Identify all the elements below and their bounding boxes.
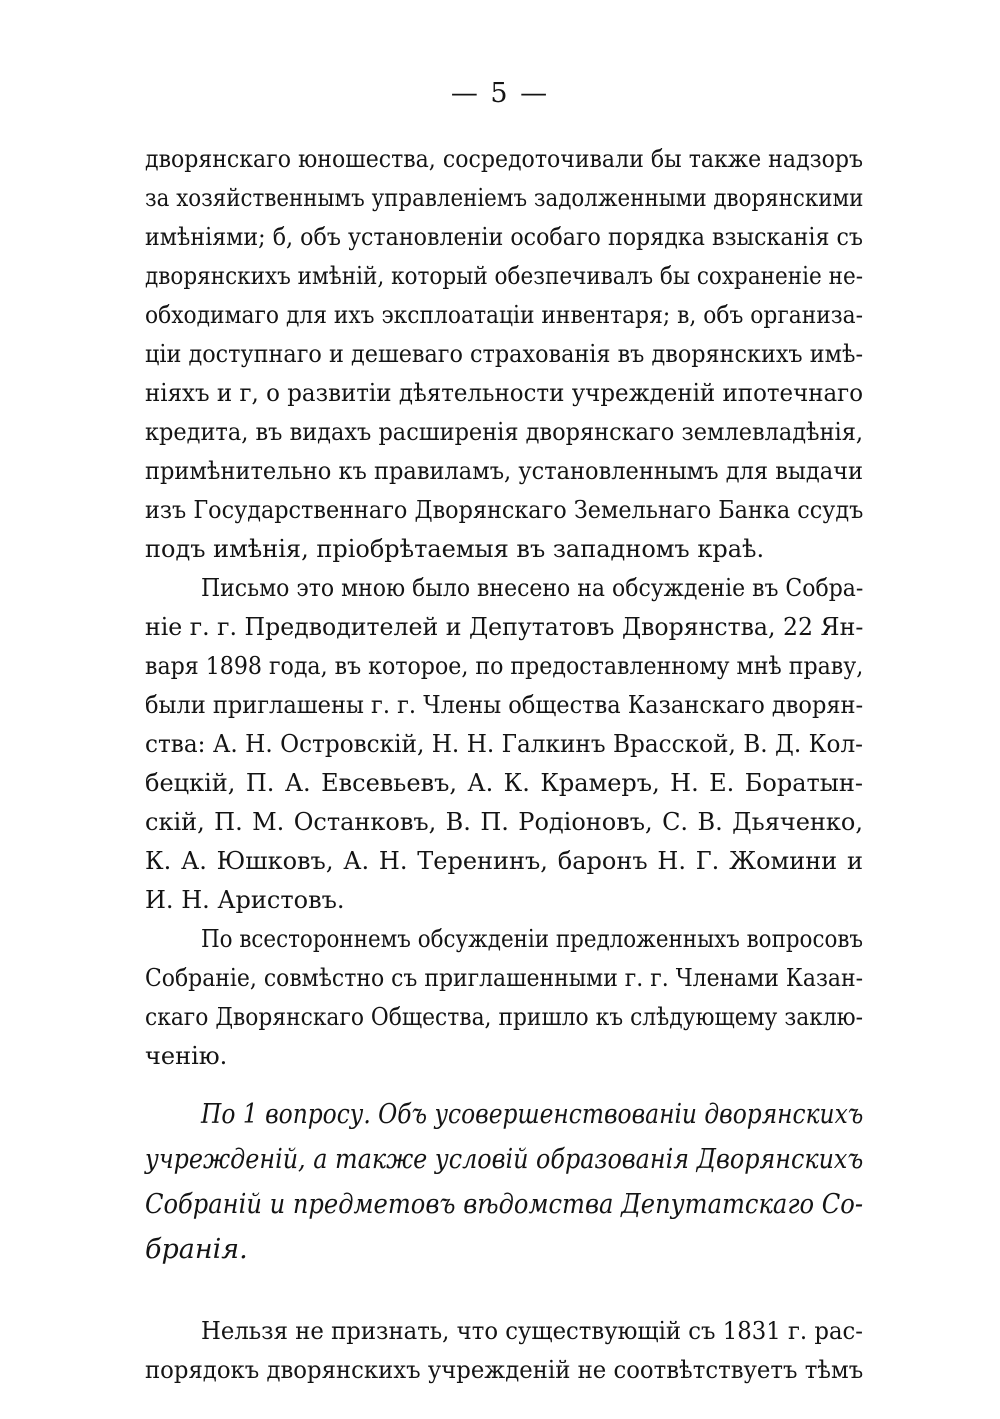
text-line: дворянскихъ имѣній, который обезпечивалъ бы сохраненіе не- bbox=[145, 262, 863, 290]
page-number: — 5 — bbox=[450, 78, 550, 109]
text-line: Нельзя не признать, что существующій съ 1831 г. рас- bbox=[201, 1317, 863, 1345]
text-line: имѣніями; б, объ установленіи особаго порядка взысканія съ bbox=[145, 223, 863, 251]
text-line: варя 1898 года, въ которое, по предоставленному мнѣ праву, bbox=[145, 652, 864, 680]
text-line: обходимаго для ихъ эксплоатаціи инвентаря; в, объ организа- bbox=[145, 301, 863, 329]
section-heading-line: бранія. bbox=[145, 1234, 248, 1265]
text-line: примѣнительно къ правиламъ, установленнымъ для выдачи bbox=[145, 457, 863, 485]
section-heading-line: По 1 вопросу. Объ усовершенствованіи дворянскихъ bbox=[201, 1099, 864, 1130]
text-line: изъ Государственнаго Дворянскаго Земельнаго Банка ссудъ bbox=[145, 496, 864, 524]
text-line: По всестороннемъ обсужденіи предложенныхъ вопросовъ bbox=[201, 925, 864, 953]
text-line: были приглашены г. г. Члены общества Казанскаго дворян- bbox=[145, 691, 864, 719]
text-line: Письмо это мною было внесено на обсужденіе въ Собра- bbox=[201, 574, 864, 602]
text-line: И. Н. Аристовъ. bbox=[145, 886, 345, 914]
text-line: ніяхъ и г, о развитіи дѣятельности учрежденій ипотечнаго bbox=[145, 379, 863, 407]
section-heading-line: учрежденій, а также условій образованія Дворянскихъ bbox=[145, 1144, 864, 1175]
text-line: ченію. bbox=[145, 1042, 228, 1070]
text-line: ніе г. г. Предводителей и Депутатовъ Дворянства, 22 Ян- bbox=[145, 613, 864, 641]
text-line: ства: А. Н. Островскій, Н. Н. Галкинъ Врасской, В. Д. Кол- bbox=[145, 730, 863, 758]
text-line: бецкій, П. А. Евсевьевъ, А. К. Крамеръ, Н. Е. Боратын- bbox=[145, 769, 863, 797]
text-line: К. А. Юшковъ, А. Н. Теренинъ, баронъ Н. Г. Жомини и bbox=[145, 847, 863, 875]
text-line: ціи доступнаго и дешеваго страхованія въ дворянскихъ имѣ- bbox=[145, 340, 863, 368]
text-line: кредита, въ видахъ расширенія дворянскаго землевладѣнія, bbox=[145, 418, 863, 446]
text-line: порядокъ дворянскихъ учрежденій не соотвѣтствуетъ тѣмъ bbox=[145, 1356, 864, 1384]
section-heading-line: Собраній и предметовъ вѣдомства Депутатскаго Со- bbox=[145, 1189, 863, 1220]
text-line: скаго Дворянскаго Общества, пришло къ слѣдующему заклю- bbox=[145, 1003, 863, 1031]
text-line: подъ имѣнія, пріобрѣтаемыя въ западномъ краѣ. bbox=[145, 535, 765, 563]
text-line: за хозяйственнымъ управленіемъ задолженными дворянскими bbox=[145, 184, 864, 212]
text-line: Собраніе, совмѣстно съ приглашенными г. г. Членами Казан- bbox=[145, 964, 863, 992]
text-line: дворянскаго юношества, сосредоточивали бы также надзоръ bbox=[145, 145, 863, 173]
text-line: скій, П. М. Останковъ, В. П. Родіоновъ, С. В. Дьяченко, bbox=[145, 808, 863, 836]
